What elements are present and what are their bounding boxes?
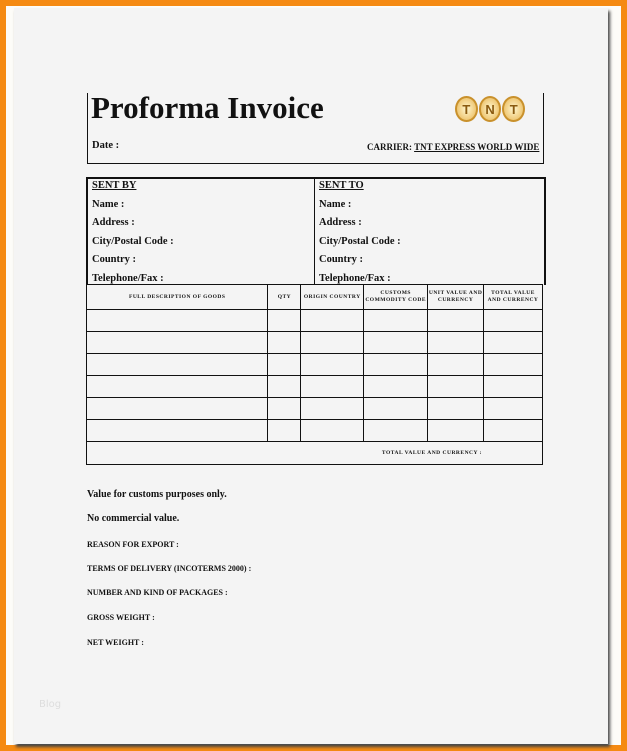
field-label: City/Postal Code : [319, 235, 401, 247]
table-cell[interactable] [364, 332, 428, 354]
goods-table [86, 284, 543, 465]
table-row [87, 398, 543, 420]
table-cell[interactable] [301, 354, 364, 376]
gross-weight-label: GROSS WEIGHT : [87, 613, 155, 622]
col-qty: QTY [268, 285, 301, 310]
field-label: Address : [92, 217, 135, 229]
table-cell[interactable] [301, 310, 364, 332]
total-row: TOTAL VALUE AND CURRENCY : [87, 442, 543, 465]
table-cell[interactable] [364, 398, 428, 420]
customs-note: Value for customs purposes only. [87, 489, 227, 500]
table-cell[interactable] [364, 310, 428, 332]
commercial-note: No commercial value. [87, 513, 180, 524]
col-commodity-code: CUSTOMS COMMODITY CODE [364, 285, 428, 310]
sent-to-section [319, 180, 401, 288]
table-cell[interactable] [87, 354, 268, 376]
table-cell[interactable] [268, 310, 301, 332]
table-row [87, 332, 543, 354]
col-origin: ORIGIN COUNTRY [301, 285, 364, 310]
sent-by-heading: SENT BY [92, 180, 137, 191]
table-cell[interactable] [301, 376, 364, 398]
table-cell[interactable] [364, 354, 428, 376]
table-cell[interactable] [484, 398, 543, 420]
net-weight-label: NET WEIGHT : [87, 638, 144, 647]
reason-label: REASON FOR EXPORT : [87, 540, 179, 549]
table-cell[interactable] [268, 398, 301, 420]
table-cell[interactable] [301, 398, 364, 420]
table-cell[interactable] [428, 376, 484, 398]
date-label: Date : [92, 140, 120, 151]
table-cell[interactable] [364, 420, 428, 442]
table-cell[interactable] [268, 354, 301, 376]
table-cell[interactable] [428, 310, 484, 332]
field-label: Country : [319, 254, 364, 266]
table-cell[interactable] [484, 354, 543, 376]
field-label: Telephone/Fax : [319, 272, 391, 284]
col-unit-value: UNIT VALUE AND CURRENCY [428, 285, 484, 310]
table-cell[interactable] [428, 420, 484, 442]
col-total-value: TOTAL VALUE AND CURRENCY [484, 285, 543, 310]
field-label: Name : [92, 199, 125, 210]
table-cell[interactable] [484, 332, 543, 354]
terms-label: TERMS OF DELIVERY (INCOTERMS 2000) : [87, 564, 252, 573]
table-cell[interactable] [87, 398, 268, 420]
page-title: Proforma Invoice [91, 90, 324, 125]
table-cell[interactable] [268, 420, 301, 442]
table-cell[interactable] [484, 376, 543, 398]
packages-label: NUMBER AND KIND OF PACKAGES : [87, 588, 228, 597]
carrier [367, 142, 539, 152]
table-cell[interactable] [364, 376, 428, 398]
table-row [87, 310, 543, 332]
table-row [87, 420, 543, 442]
table-cell[interactable] [428, 332, 484, 354]
table-cell[interactable] [484, 420, 543, 442]
table-cell[interactable] [268, 376, 301, 398]
field-label: Address : [319, 217, 362, 229]
col-description: FULL DESCRIPTION OF GOODS [87, 285, 268, 310]
tnt-logo: T N T [455, 96, 525, 123]
field-label: Telephone/Fax : [92, 272, 164, 284]
field-label: Country : [92, 254, 137, 266]
sent-to-heading: SENT TO [319, 180, 364, 191]
field-label: City/Postal Code : [92, 235, 174, 247]
carrier-value: TNT EXPRESS WORLD WIDE [414, 142, 540, 152]
sent-by-section [92, 180, 174, 288]
table-row [87, 376, 543, 398]
table-cell[interactable] [428, 354, 484, 376]
table-cell[interactable] [301, 420, 364, 442]
table-cell[interactable] [268, 332, 301, 354]
table-cell[interactable] [87, 332, 268, 354]
table-cell[interactable] [87, 376, 268, 398]
table-cell[interactable] [428, 398, 484, 420]
watermark: Blog [39, 699, 62, 710]
table-cell[interactable] [301, 332, 364, 354]
table-cell[interactable] [484, 310, 543, 332]
carrier-label: CARRIER: [367, 142, 412, 152]
table-row [87, 354, 543, 376]
table-cell[interactable] [87, 310, 268, 332]
table-cell[interactable] [87, 420, 268, 442]
field-label: Name : [319, 199, 352, 210]
